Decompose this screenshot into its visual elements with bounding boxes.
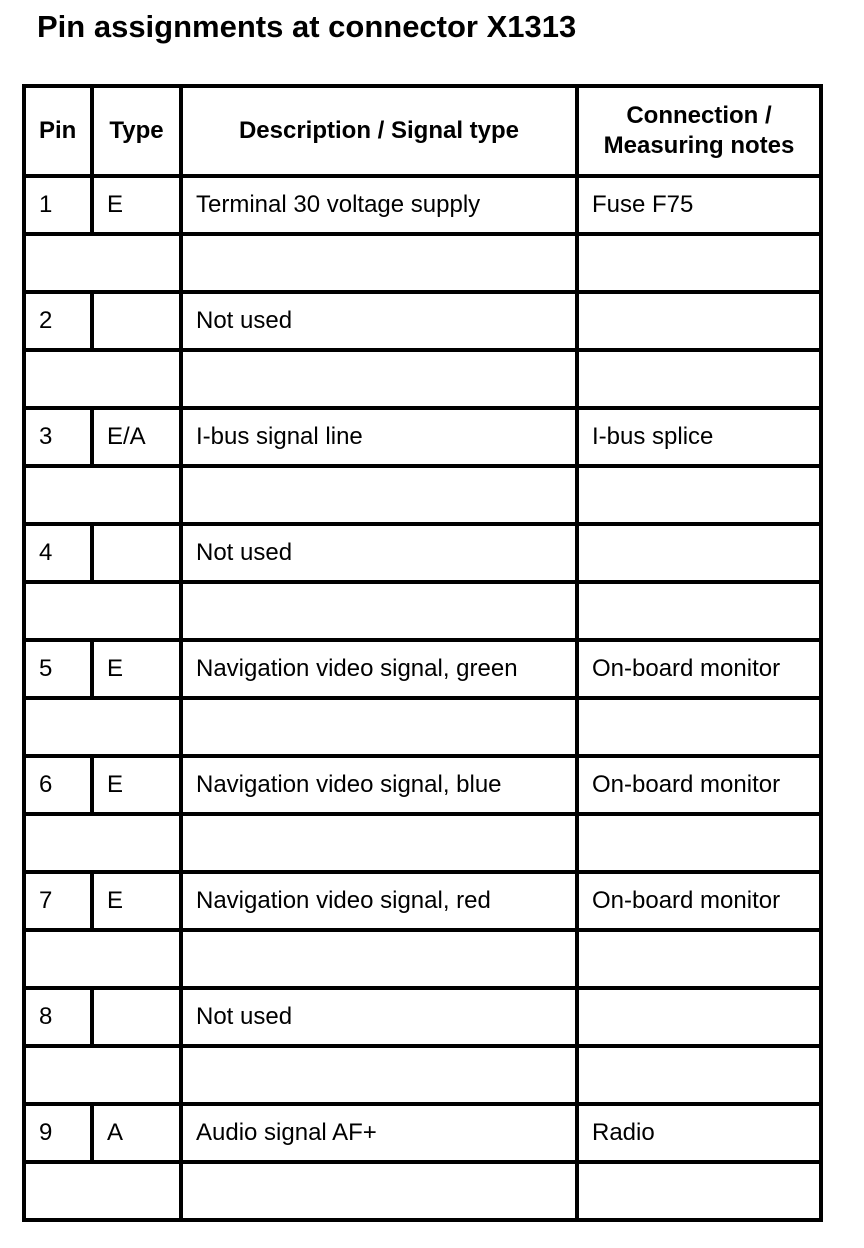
spacer-row [24,234,821,292]
spacer-cell [181,814,577,872]
spacer-cell [577,466,821,524]
spacer-cell [24,466,181,524]
type-cell [92,292,181,350]
spacer-cell [181,234,577,292]
spacer-cell [577,930,821,988]
table-row [24,408,821,466]
spacer-cell [181,466,577,524]
header-pin: Pin [24,86,92,176]
header-connection [577,86,821,176]
connection-cell: Fuse F75 [577,176,821,234]
type-cell: A [92,1104,181,1162]
table-row [24,1104,821,1162]
description-cell: I-bus signal line [181,408,577,466]
description-cell: Audio signal AF+ [181,1104,577,1162]
spacer-cell [24,582,181,640]
spacer-cell [181,698,577,756]
type-cell: E [92,756,181,814]
table-header-row [24,86,821,176]
type-cell: E [92,640,181,698]
connection-cell [577,988,821,1046]
table-body [24,176,821,1220]
spacer-cell [577,1162,821,1220]
spacer-cell [181,582,577,640]
pin-cell: 1 [24,176,92,234]
spacer-cell [24,234,181,292]
spacer-cell [577,1046,821,1104]
spacer-row [24,814,821,872]
spacer-cell [24,930,181,988]
type-cell [92,988,181,1046]
table-row [24,988,821,1046]
description-cell: Navigation video signal, green [181,640,577,698]
spacer-cell [577,582,821,640]
spacer-cell [24,350,181,408]
header-description: Description / Signal type [181,86,577,176]
connection-cell [577,524,821,582]
spacer-cell [181,350,577,408]
connection-cell: I-bus splice [577,408,821,466]
spacer-row [24,466,821,524]
table-row [24,756,821,814]
connection-cell: Radio [577,1104,821,1162]
description-cell: Terminal 30 voltage supply [181,176,577,234]
type-cell: E/A [92,408,181,466]
spacer-row [24,1162,821,1220]
header-connection-line2: Measuring notes [603,132,795,159]
header-connection-line1: Connection / [626,102,772,129]
table-row [24,292,821,350]
type-cell [92,524,181,582]
pin-cell: 8 [24,988,92,1046]
pin-cell: 9 [24,1104,92,1162]
table-row [24,176,821,234]
spacer-cell [181,930,577,988]
connection-cell: On-board monitor [577,872,821,930]
description-cell: Not used [181,524,577,582]
description-cell: Not used [181,988,577,1046]
spacer-cell [24,1046,181,1104]
spacer-cell [577,350,821,408]
spacer-row [24,582,821,640]
description-cell: Not used [181,292,577,350]
pin-cell: 4 [24,524,92,582]
spacer-cell [24,814,181,872]
type-cell: E [92,872,181,930]
pin-cell: 2 [24,292,92,350]
connection-cell: On-board monitor [577,756,821,814]
table-row [24,640,821,698]
spacer-cell [24,1162,181,1220]
spacer-row [24,1046,821,1104]
spacer-row [24,930,821,988]
table-row [24,524,821,582]
pin-cell: 7 [24,872,92,930]
header-type: Type [92,86,181,176]
spacer-cell [24,698,181,756]
connection-cell: On-board monitor [577,640,821,698]
table-row [24,872,821,930]
page-title: Pin assignments at connector X1313 [37,9,577,44]
pin-cell: 5 [24,640,92,698]
pin-assignment-table [22,84,823,1222]
spacer-cell [181,1046,577,1104]
description-cell: Navigation video signal, red [181,872,577,930]
spacer-cell [577,814,821,872]
pin-cell: 3 [24,408,92,466]
connection-cell [577,292,821,350]
type-cell: E [92,176,181,234]
description-cell: Navigation video signal, blue [181,756,577,814]
pin-cell: 6 [24,756,92,814]
spacer-cell [577,234,821,292]
spacer-cell [181,1162,577,1220]
spacer-row [24,350,821,408]
spacer-row [24,698,821,756]
spacer-cell [577,698,821,756]
